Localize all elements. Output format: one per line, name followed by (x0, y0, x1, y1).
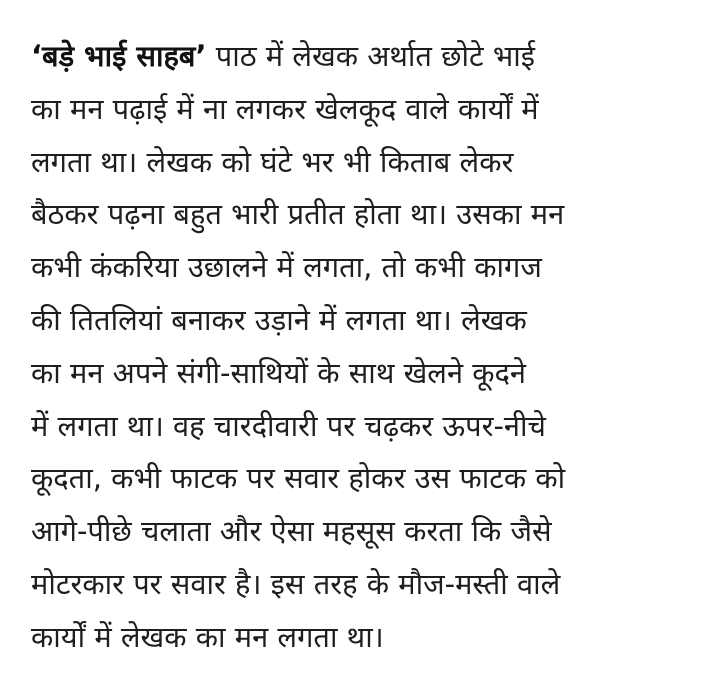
text-line-11: मोटरकार पर सवार है। इस तरह के मौज-मस्ती वाले (31, 566, 561, 601)
text-line-6: की तितलियां बनाकर उड़ाने में लगता था। लेखक (31, 302, 527, 337)
text-line-9: कूदता, कभी फाटक पर सवार होकर उस फाटक को (31, 461, 566, 496)
text-line-1-rest: पाठ में लेखक अर्थात छोटे भाई (206, 39, 535, 73)
text-line-2: का मन पढ़ाई में ना लगकर खेलकूद वाले कार्यों में (31, 91, 539, 126)
lesson-title: ‘बड़े भाई साहब’ (31, 39, 207, 73)
text-line-12: कार्यों में लेखक का मन लगता था। (31, 619, 384, 654)
text-line-7: का मन अपने संगी-साथियों के साथ खेलने कूदने (31, 355, 527, 390)
text-line-1 (31, 30, 701, 83)
text-line-4: बैठकर पढ़ना बहुत भारी प्रतीत होता था। उसका मन (31, 197, 565, 232)
text-line-3: लगता था। लेखक को घंटे भर भी किताब लेकर (31, 144, 514, 179)
text-line-8: में लगता था। वह चारदीवारी पर चढ़कर ऊपर-नीचे (31, 408, 546, 443)
text-line-10: आगे-पीछे चलाता और ऐसा महसूस करता कि जैसे (31, 514, 552, 549)
text-line-5: कभी कंकरिया उछालने में लगता, तो कभी कागज (31, 250, 542, 285)
answer-paragraph (31, 30, 701, 664)
